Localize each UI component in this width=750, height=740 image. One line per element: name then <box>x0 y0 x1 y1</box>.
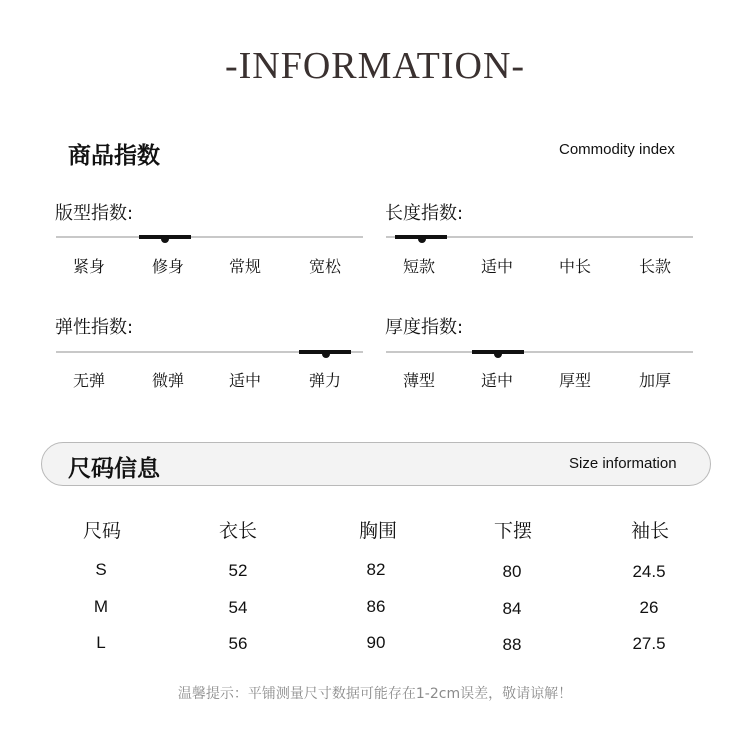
table-cell: 24.5 <box>632 562 666 581</box>
length-index-label: 长度指数: <box>385 203 464 224</box>
table-cell: 82 <box>366 560 386 579</box>
thickness-option: 薄型 <box>402 371 435 390</box>
length-option: 适中 <box>480 257 513 276</box>
length-option: 中长 <box>558 257 591 276</box>
length-option: 长款 <box>638 257 671 276</box>
length-index-marker-dot <box>418 235 426 243</box>
thickness-index-label: 厚度指数: <box>385 317 464 338</box>
elasticity-option: 弹力 <box>308 371 341 390</box>
table-cell: 90 <box>366 633 386 652</box>
fit-option: 修身 <box>151 257 184 276</box>
table-cell: 56 <box>228 634 248 653</box>
thickness-index-marker-dot <box>494 350 502 358</box>
elasticity-index-marker-dot <box>322 350 330 358</box>
table-cell: M <box>93 597 109 616</box>
length-option: 短款 <box>402 257 435 276</box>
table-cell: 86 <box>366 597 386 616</box>
elasticity-option: 适中 <box>228 371 261 390</box>
hem-column-header: 下摆 <box>493 520 532 542</box>
chest-column-header: 胸围 <box>358 520 397 542</box>
table-cell: 52 <box>228 561 248 580</box>
thickness-option: 厚型 <box>558 371 591 390</box>
page-title: -INFORMATION- <box>224 45 526 87</box>
size-info-title: 尺码信息 <box>68 456 160 482</box>
table-cell: 80 <box>502 562 522 581</box>
size-info-subtitle: Size information <box>569 455 677 472</box>
table-cell: 84 <box>502 599 522 618</box>
fit-option: 常规 <box>228 257 261 276</box>
table-cell: 54 <box>228 598 248 617</box>
thickness-option: 适中 <box>480 371 513 390</box>
length-column-header: 衣长 <box>218 520 257 542</box>
elasticity-index-label: 弹性指数: <box>55 317 134 338</box>
commodity-index-title: 商品指数 <box>68 143 160 169</box>
thickness-index-track <box>386 351 693 353</box>
thickness-option: 加厚 <box>638 371 671 390</box>
fit-index-label: 版型指数: <box>55 203 134 224</box>
commodity-index-subtitle: Commodity index <box>559 141 675 158</box>
table-cell: 88 <box>502 635 522 654</box>
elasticity-option: 微弹 <box>151 371 184 390</box>
table-cell: S <box>95 560 107 579</box>
sleeve-column-header: 袖长 <box>630 520 669 542</box>
size-column-header: 尺码 <box>82 520 121 542</box>
elasticity-option: 无弹 <box>72 371 105 390</box>
fit-option: 紧身 <box>72 257 105 276</box>
fit-index-marker-dot <box>161 235 169 243</box>
measurement-note: 温馨提示：平铺测量尺寸数据可能存在1-2cm误差，敬请谅解！ <box>177 686 573 702</box>
table-cell: 27.5 <box>632 634 666 653</box>
table-cell: 26 <box>639 598 659 617</box>
fit-option: 宽松 <box>308 257 341 276</box>
fit-index-track <box>56 236 363 238</box>
table-cell: L <box>96 633 106 652</box>
